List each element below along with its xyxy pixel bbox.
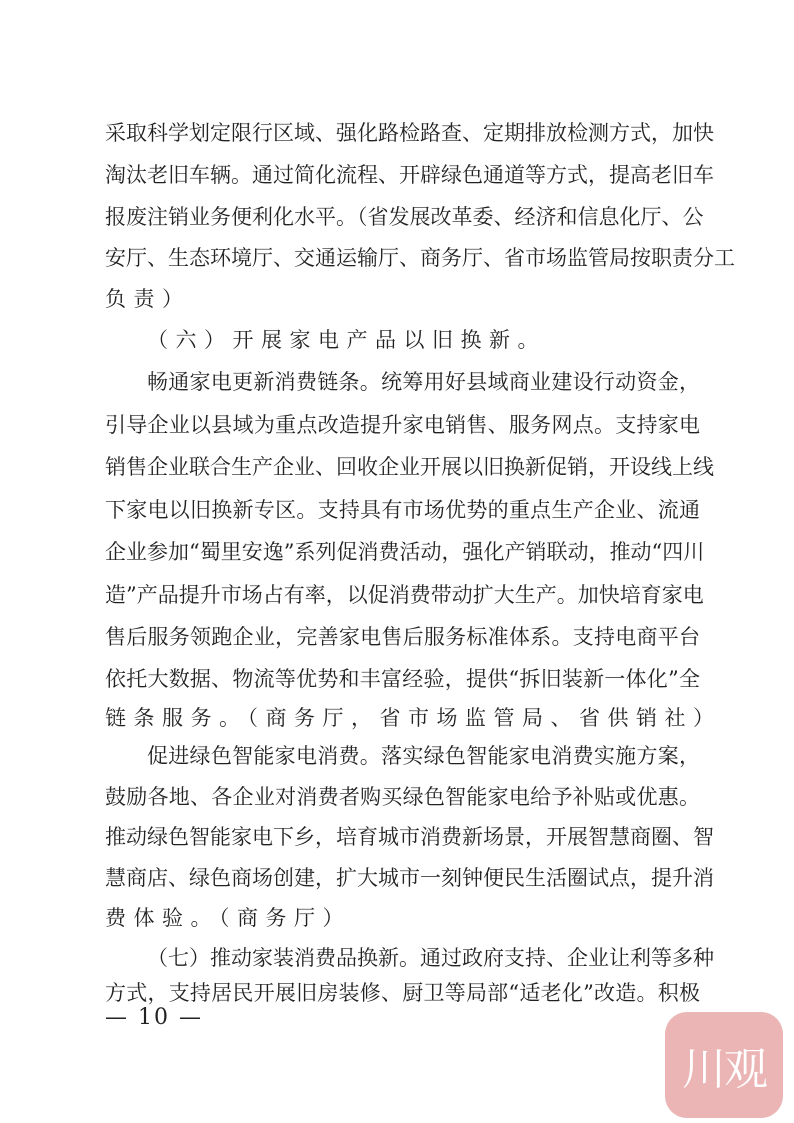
text-line: 鼓励各地、各企业对消费者购买绿色智能家电给予补贴或优惠。: [105, 785, 700, 809]
text-line: 负责）: [105, 287, 191, 311]
page-number: — 10 —: [105, 1005, 203, 1030]
text-line: 造”产品提升市场占有率，以促消费带动扩大生产。加快培育家电: [105, 583, 704, 607]
text-line: 采取科学划定限行区域、强化路检路查、定期排放检测方式，加快: [105, 121, 714, 145]
text-line: 慧商店、绿色商场创建，扩大城市一刻钟便民生活圈试点，提升消: [105, 866, 714, 890]
watermark-logo: [665, 1012, 783, 1118]
text-line: 依托大数据、物流等优势和丰富经验，提供“拆旧装新一体化”全: [105, 667, 700, 691]
text-line: 淘汰老旧车辆。通过简化流程、开辟绿色通道等方式，提高老旧车: [105, 163, 714, 187]
text-line: 售后服务领跑企业，完善家电售后服务标准体系。支持电商平台: [105, 625, 700, 649]
section-heading: （七）推动家装消费品换新。通过政府支持、企业让利等多种: [147, 946, 714, 970]
text-line: 销售企业联合生产企业、回收企业开展以旧换新促销，开设线上线: [105, 455, 714, 479]
text-line: 推动绿色智能家电下乡，培育城市消费新场景，开展智慧商圈、智: [105, 825, 714, 849]
text-line: 报废注销业务便利化水平。（省发展改革委、经济和信息化厅、公: [105, 205, 704, 229]
text-line: 促进绿色智能家电消费。落实绿色智能家电消费实施方案，: [147, 744, 700, 768]
text-line: 安厅、生态环境厅、交通运输厅、商务厅、省市场监管局按职责分工: [105, 246, 735, 270]
text-line: 方式，支持居民开展旧房装修、厨卫等局部“适老化”改造。积极: [105, 981, 700, 1005]
text-line: 引导企业以县域为重点改造提升家电销售、服务网点。支持家电: [105, 413, 700, 437]
text-line: 企业参加“蜀里安逸”系列促消费活动，强化产销联动，推动“四川: [105, 540, 705, 564]
text-line: 畅通家电更新消费链条。统筹用好县域商业建设行动资金，: [147, 370, 700, 394]
text-line: 链条服务。（商务厅，省市场监管局、省供销社）: [105, 706, 722, 730]
text-line: 下家电以旧换新专区。支持具有市场优势的重点生产企业、流通: [105, 498, 700, 522]
section-heading: （六）开展家电产品以旧换新。: [147, 328, 546, 352]
watermark-text: 川观: [682, 1044, 766, 1095]
text-line: 费体验。（商务厅）: [105, 906, 351, 930]
